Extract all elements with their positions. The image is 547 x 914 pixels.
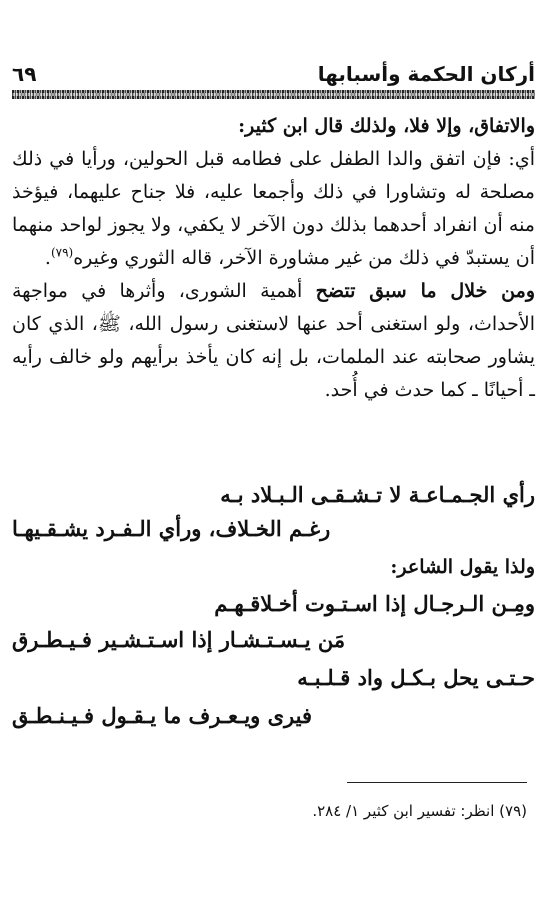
page-number: ٦٩	[12, 62, 37, 86]
main-text	[12, 110, 535, 407]
paragraph-3	[12, 275, 535, 407]
poem-1-line-2: رغـم الخـلاف، ورأي الـفـرد يشـقـيهـا	[12, 516, 331, 541]
footnote-divider	[347, 782, 527, 783]
footnote-79: (٧٩) انظر: تفسير ابن كثير ١/ ٢٨٤.	[312, 802, 527, 820]
poem-1-line-1: رأي الجـمـاعـة لا تـشـقـى الـبـلاد بـه	[220, 482, 535, 507]
paragraph-2-text: أي: فإن اتفق والدا الطفل على فطامه قبل الحولين، ورأيا في ذلك مصلحة له وتشاورا في ذلك وأجمعا عليه، فلا جناح عليهما، فيؤخذ منه أن انفراد أحدهما بذلك دون الآخر لا يكفي، ولا يجوز لواحد منهما أن يستبدّ في ذلك من غير مشاورة الآخر، قاله الثوري وغيره	[12, 148, 535, 269]
paragraph-2-end: .	[44, 247, 51, 269]
poem-1	[12, 478, 535, 548]
running-title: أركان الحكمة وأسبابها	[317, 62, 535, 86]
paragraph-2	[12, 143, 535, 275]
paragraph-1-text: والاتفاق، وإلا فلا، ولذلك قال ابن كثير:	[238, 115, 535, 137]
poem-2-line-1: ومِـن الـرجـال إذا اسـتـوت أخـلاقـهـم	[214, 591, 535, 616]
paragraph-3-text: أهمية الشورى، وأثرها في مواجهة الأحداث، ولو استغنى أحد عنها لاستغنى رسول الله، ﷺ، الذي كان يشاور صحابته عند الملمات، بل إنه كان يأخذ برأيهم ولو خالف رأيه ـ أحيانًا ـ كما حدث في أُحد.	[12, 280, 535, 401]
header-rule	[12, 90, 535, 99]
poem-2	[12, 587, 535, 737]
poem-2-line-3: حـتـى يحل بـكـل واد قـلـبـه	[297, 665, 535, 690]
poem-2-line-4: فيرى ويـعـرف ما يـقـول فـيـنـطـق	[12, 703, 313, 728]
poet-intro: ولذا يقول الشاعر:	[390, 556, 535, 578]
page-header	[12, 56, 535, 86]
paragraph-3-lead: ومن خلال ما سبق تتضح	[315, 280, 535, 302]
poem-2-line-2: مَن يـسـتـشـار إذا اسـتـشـير فـيـطـرق	[12, 627, 346, 652]
footnote-ref-79[interactable]: (٧٩)	[50, 245, 74, 260]
paragraph-1	[12, 110, 535, 143]
